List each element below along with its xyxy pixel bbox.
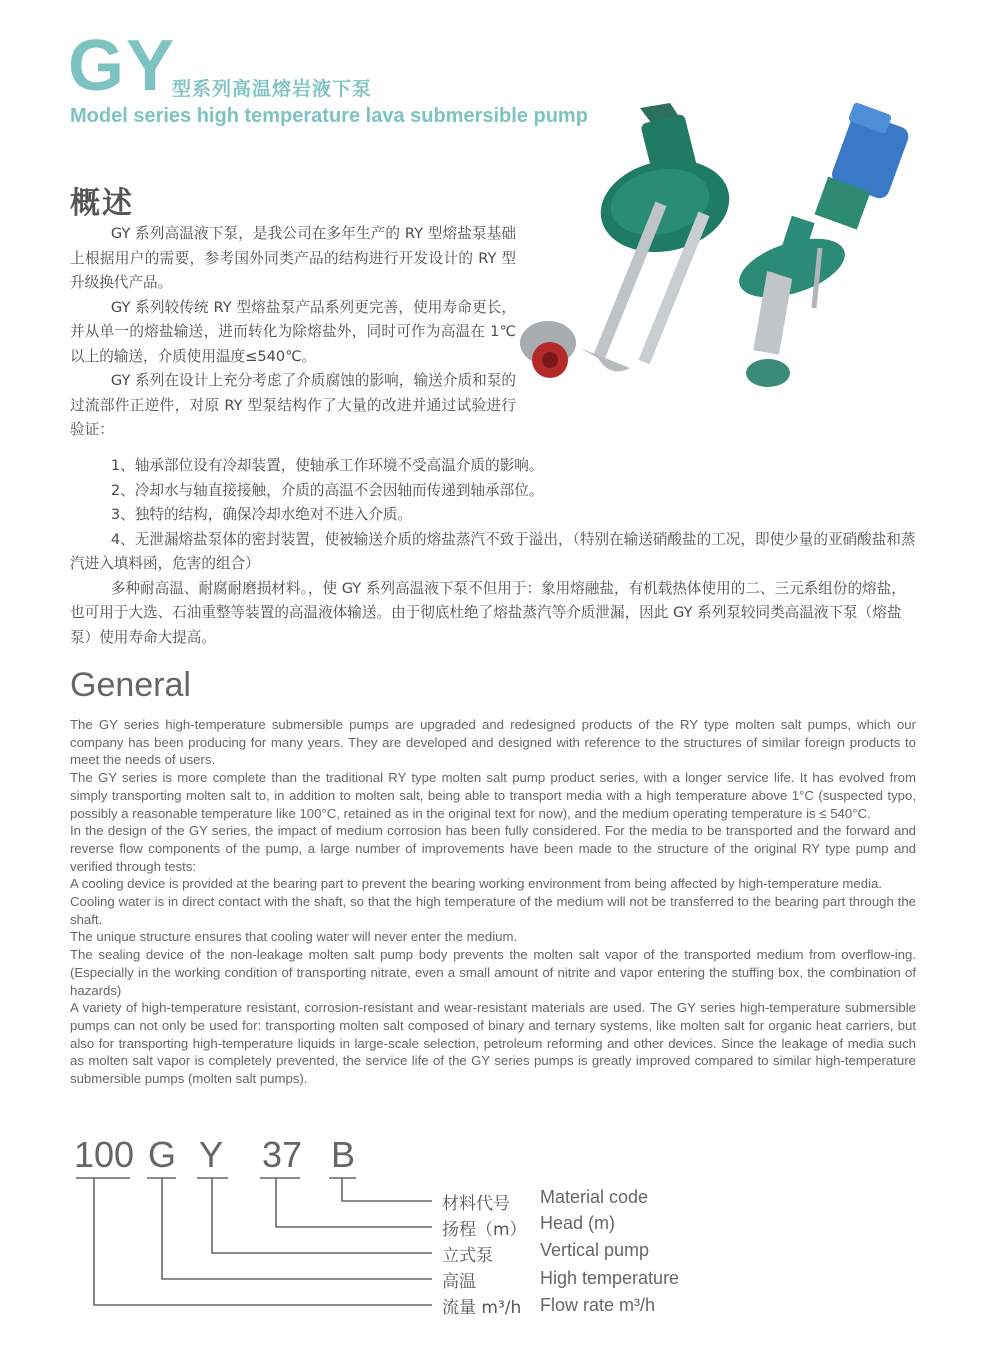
model-code-flow: 100 <box>74 1134 135 1175</box>
general-paragraph: Cooling water is in direct contact with the shaft, so that the high temperature of the medium will not be transferred to the bearing part through the shaft. <box>70 894 916 927</box>
legend-head-en: Head (m) <box>540 1213 616 1233</box>
page-title-en: Model series high temperature lava submersible pump <box>70 105 588 127</box>
legend-material-cn: 材料代号 <box>442 1194 510 1214</box>
feature-list-item: 多种耐高温、耐腐耐磨损材料。，使 GY 系列高温液下泵不但用于：象用熔融盐，有机载热体使用的二、三元系组份的熔盐，也可用于大选、石油重整等装置的高温液体输送。由于彻底杜绝了熔盐蒸汽等介质泄漏，因此 GY 系列泵较同类高温液下泵（熔盐泵）使用寿命大提高。 <box>70 579 906 646</box>
legend-head-cn: 扬程（m） <box>442 1220 527 1240</box>
general-paragraph: In the design of the GY series, the impact of medium corrosion has been fully considered. For the media to be transported and the forward and reverse flow components of the pump, a large number of improvements have been made to the structure of the original RY type pump and verified through tests: <box>70 823 916 874</box>
feature-list-item: 3、独特的结构，确保冷却水绝对不进入介质。 <box>110 506 413 523</box>
model-code-high-temp: G <box>148 1134 177 1175</box>
overview-paragraph: GY 系列较传统 RY 型熔盐泵产品系列更完善，使用寿命更长，并从单一的熔盐输送，进而转化为除熔盐外，同时可作为高温在 1℃以上的输送，介质使用温度≤540℃。 <box>70 298 516 365</box>
general-paragraph: The sealing device of the non-leakage molten salt pump body prevents the molten salt vapor of the transported medium from overflow-ing. (Especially in the working condition of transporting nitrate, even a small amount of nitrite and vapor entering the stuffing box, the combination of hazards) <box>70 947 916 998</box>
general-paragraph: The GY series is more complete than the traditional RY type molten salt pump product series, with a longer service life. It has evolved from simply transporting molten salt to, in addition to molten salt, being able to transport media with a high temperature above 1°C (suspected typo, possibly a reasonable temperature like 100°C, retained as in the original text for now), and the medium operating temperature is ≤ 540°C. <box>70 770 916 821</box>
general-paragraph: The unique structure ensures that cooling water will never enter the medium. <box>70 929 518 945</box>
legend-high-temp-cn: 高温 <box>442 1272 476 1292</box>
model-code-material: B <box>331 1134 356 1175</box>
brand-logo: GY <box>68 26 177 106</box>
feature-list-item: 4、无泄漏熔盐泵体的密封装置，使被输送介质的熔盐蒸汽不致于溢出，（特别在输送硝酸盐的工况，即使少量的亚硝酸盐和蒸汽进入填料函，危害的组合） <box>70 530 916 572</box>
feature-list-item: 1、轴承部位设有冷却装置，使轴承工作环境不受高温介质的影响。 <box>110 457 544 474</box>
general-paragraph: A cooling device is provided at the bearing part to prevent the bearing working environment from being affected by high-temperature media. <box>70 876 882 892</box>
feature-list-item: 2、冷却水与轴直接接触，介质的高温不会因轴而传递到轴承部位。 <box>110 481 544 499</box>
legend-flow-cn: 流量 m³/h <box>442 1298 522 1318</box>
legend-flow-en: Flow rate m³/h <box>540 1295 656 1315</box>
overview-paragraph: GY 系列在设计上充分考虑了介质腐蚀的影响，输送介质和泵的过流部件正逆件，对原 RY 型泵结构作了大量的改进并通过试验进行验证： <box>70 372 516 438</box>
general-paragraph: A variety of high-temperature resistant, corrosion-resistant and wear-resistant materials are used. The GY series high-temperature submersible pumps can not only be used for: transporting molten salt composed of binary and ternary systems, like molten salt for organic heat carriers, but also for transporting high-temperature liquids in large-scale selection, petroleum reforming and other devices. Since the leakage of media such as molten salt vapor is completely prevented, the service life of the GY series pumps is greatly improved compared to similar high-temperature submersible pumps (molten salt pumps). <box>70 1000 916 1087</box>
legend-vertical-en: Vertical pump <box>540 1240 650 1260</box>
model-code-head: 37 <box>262 1134 303 1175</box>
overview-paragraph: GY 系列高温液下泵，是我公司在多年生产的 RY 型熔盐泵基础上根据用户的需要，参考国外同类产品的结构进行开发设计的 RY 型升级换代产品。 <box>70 225 516 291</box>
general-heading-en: General <box>70 666 191 704</box>
legend-material-en: Material code <box>540 1187 649 1207</box>
page-title-cn: 型系列高温熔岩液下泵 <box>172 78 373 100</box>
legend-high-temp-en: High temperature <box>540 1268 680 1288</box>
overview-heading-cn: 概述 <box>70 186 134 221</box>
model-code-vertical: Y <box>199 1134 224 1175</box>
general-paragraph: The GY series high-temperature submersible pumps are upgraded and redesigned products of the RY type molten salt pumps, which our company has been producing for many years. They are developed and designed with reference to the structures of similar foreign products to meet the needs of users. <box>70 717 916 768</box>
legend-vertical-cn: 立式泵 <box>442 1246 493 1266</box>
